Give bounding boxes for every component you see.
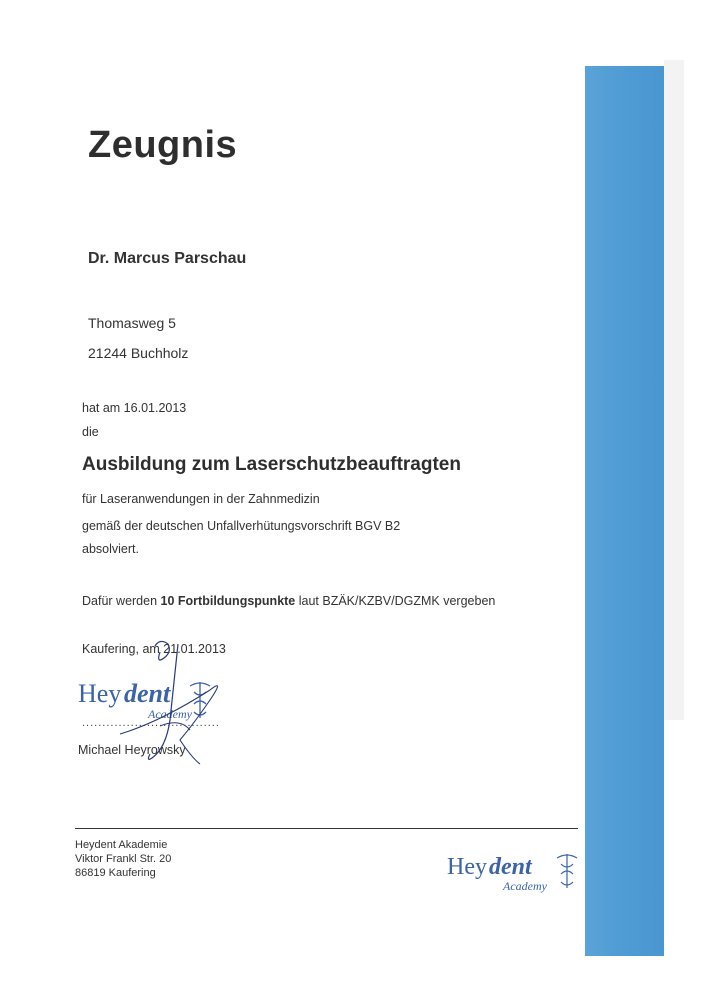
place-date: Kaufering, am 21.01.2013 [82, 642, 226, 656]
points-statement [82, 594, 495, 608]
footer-logo-dent-text: dent [489, 854, 532, 880]
recipient-name: Dr. Marcus Parschau [88, 250, 247, 267]
points-suffix: laut BZÄK/KZBV/DGZMK vergeben [298, 594, 496, 608]
footer-city: 86819 Kaufering [75, 867, 156, 879]
address-street: Thomasweg 5 [88, 315, 176, 331]
footer-divider [75, 828, 578, 829]
course-description-line1: für Laseranwendungen in der Zahnmedizin [82, 492, 320, 506]
course-title: Ausbildung zum Laserschutzbeauftragten [82, 454, 461, 475]
page-edge-shadow [664, 60, 684, 720]
course-description-line2: gemäß der deutschen Unfallverhütungsvorschrift BGV B2 [82, 519, 401, 533]
points-amount: 10 Fortbildungspunkte [160, 594, 296, 608]
completion-date: hat am 16.01.2013 [82, 401, 187, 415]
address-city: 21244 Buchholz [88, 345, 189, 361]
footer-logo-academy-text: Academy [503, 879, 547, 893]
decorative-blue-bar [585, 66, 664, 956]
document-title: Zeugnis [88, 124, 238, 166]
footer-street: Viktor Frankl Str. 20 [75, 853, 172, 865]
signature-line: .................................. [82, 717, 220, 729]
caduceus-icon [190, 682, 210, 718]
logo-hey-text: Hey [78, 679, 122, 708]
footer-org-name: Heydent Akademie [75, 839, 168, 851]
heydent-logo-footer [447, 848, 587, 896]
points-prefix: Dafür werden [82, 594, 158, 608]
logo-academy-text: Academy [148, 707, 192, 721]
course-description-line3: absolviert. [82, 542, 139, 556]
logo-dent-text: dent [124, 679, 171, 708]
footer-logo-hey-text: Hey [447, 854, 487, 880]
article-die: die [82, 425, 99, 439]
caduceus-icon [557, 854, 577, 888]
signer-name: Michael Heyrowsky [78, 743, 186, 757]
